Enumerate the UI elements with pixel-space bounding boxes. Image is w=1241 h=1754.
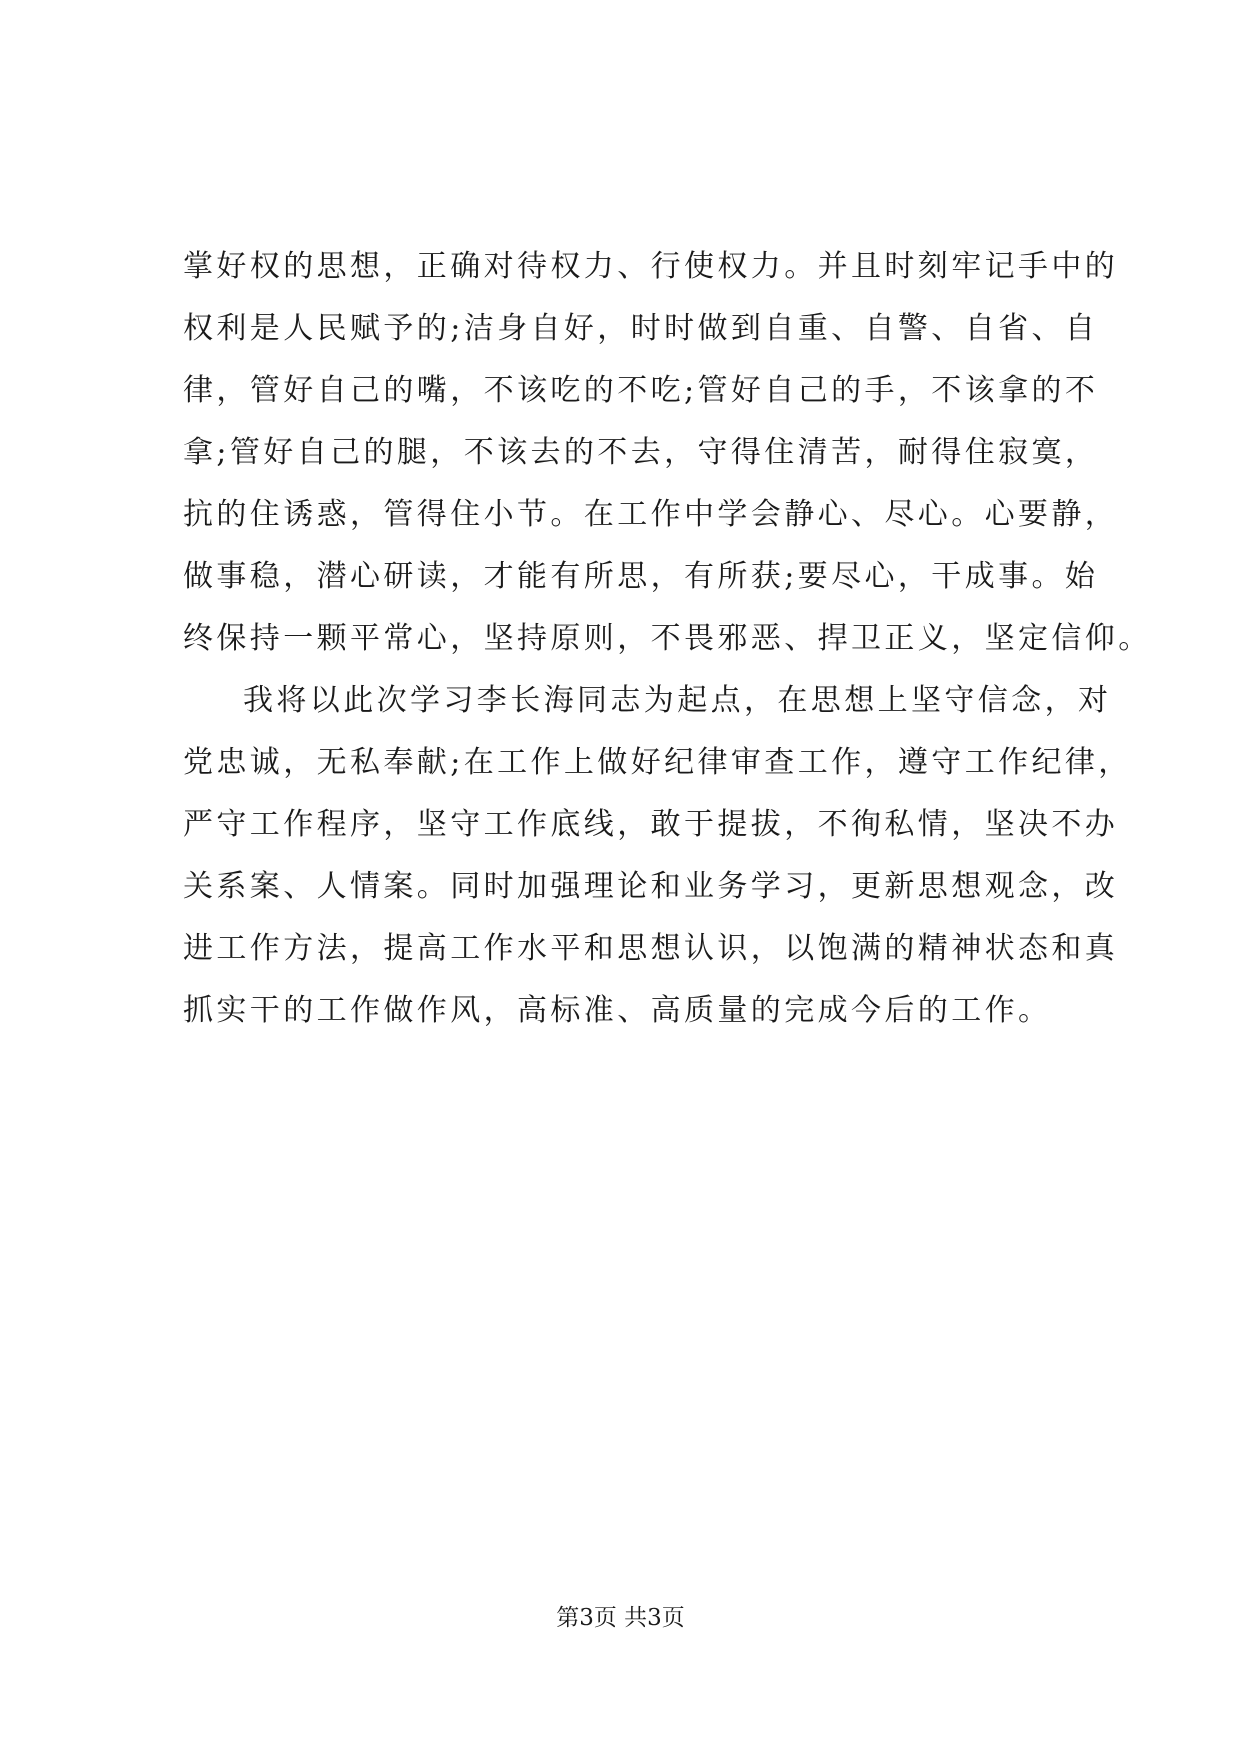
paragraph-line: 做事稳，潜心研读，才能有所思，有所获;要尽心，干成事。始 xyxy=(183,559,1099,594)
paragraph-line: 律，管好自己的嘴，不该吃的不吃;管好自己的手，不该拿的不 xyxy=(183,373,1099,408)
paragraph-line: 抗的住诱惑，管得住小节。在工作中学会静心、尽心。心要静， xyxy=(183,497,1119,532)
paragraph-line: 掌好权的思想，正确对待权力、行使权力。并且时刻牢记手中的 xyxy=(183,249,1119,284)
paragraph-line: 我将以此次学习李长海同志为起点，在思想上坚守信念，对 xyxy=(243,683,1112,718)
paragraph-line: 拿;管好自己的腿，不该去的不去，守得住清苦，耐得住寂寞， xyxy=(183,435,1099,470)
paragraph-line: 严守工作程序，坚守工作底线，敢于提拔，不徇私情，坚决不办 xyxy=(183,807,1119,842)
paragraph-line: 终保持一颗平常心，坚持原则，不畏邪恶、捍卫正义，坚定信仰。 xyxy=(183,621,1152,656)
page-number-footer: 第3页 共3页 xyxy=(556,1605,685,1631)
paragraph-line: 党忠诚，无私奉献;在工作上做好纪律审查工作，遵守工作纪律， xyxy=(183,745,1132,780)
paragraph-line: 抓实干的工作做作风，高标准、高质量的完成今后的工作。 xyxy=(183,993,1052,1028)
paragraph-line: 进工作方法，提高工作水平和思想认识，以饱满的精神状态和真 xyxy=(183,931,1119,966)
paragraph-line: 权利是人民赋予的;洁身自好，时时做到自重、自警、自省、自 xyxy=(183,311,1099,346)
document-body xyxy=(183,236,1152,1042)
paragraph-line: 关系案、人情案。同时加强理论和业务学习，更新思想观念，改 xyxy=(183,869,1119,904)
